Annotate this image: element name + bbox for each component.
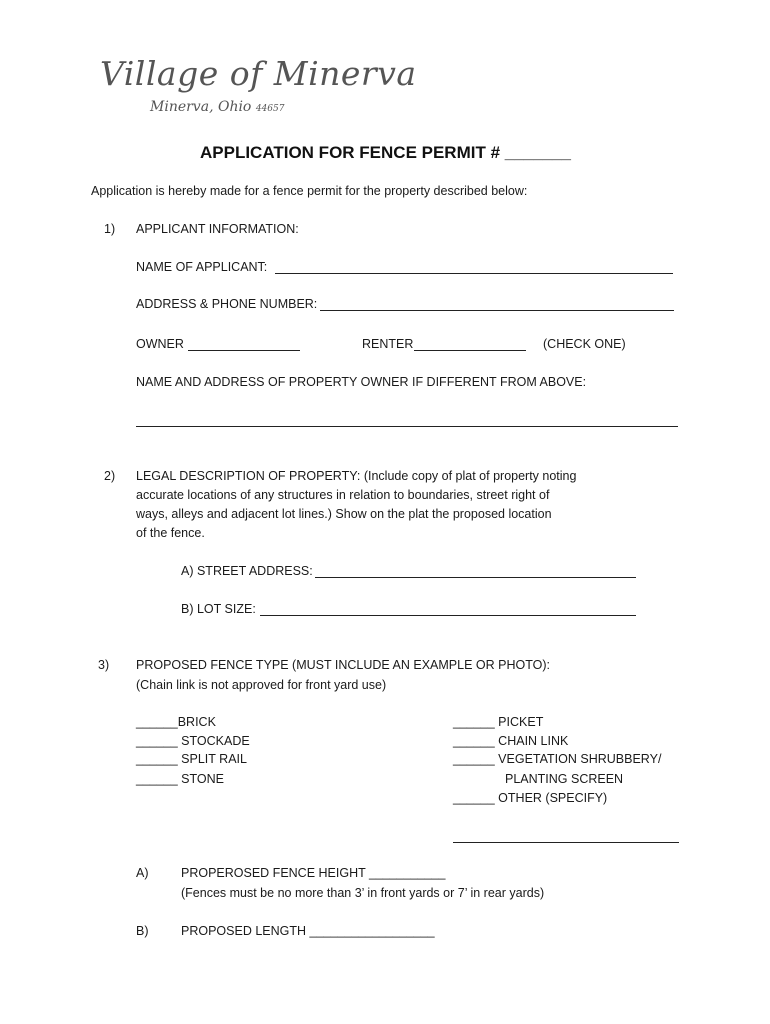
street-address-label: A) STREET ADDRESS: bbox=[181, 564, 313, 578]
fence-option-vegetation[interactable]: ______ VEGETATION SHRUBBERY/ bbox=[453, 752, 662, 766]
renter-label: RENTER bbox=[362, 337, 414, 351]
section2-number: 2) bbox=[104, 469, 116, 483]
fence-option-stockade[interactable]: ______ STOCKADE bbox=[136, 734, 250, 748]
applicant-name-label: NAME OF APPLICANT: bbox=[136, 260, 268, 274]
fence-option-picket[interactable]: ______ PICKET bbox=[453, 715, 544, 729]
address-phone-label: ADDRESS & PHONE NUMBER: bbox=[136, 297, 318, 311]
owner-label: OWNER bbox=[136, 337, 184, 351]
fence-height-note: (Fences must be no more than 3’ in front yards or 7’ in rear yards) bbox=[181, 886, 545, 900]
fence-option-other[interactable]: ______ OTHER (SPECIFY) bbox=[453, 791, 608, 805]
legal-desc-line: LEGAL DESCRIPTION OF PROPERTY: (Include copy of plat of property noting bbox=[136, 469, 577, 483]
length-letter: B) bbox=[136, 924, 149, 938]
fence-option-chain-link[interactable]: ______ CHAIN LINK bbox=[453, 734, 569, 748]
fence-option-stone[interactable]: ______ STONE bbox=[136, 772, 225, 786]
applicant-name-field[interactable] bbox=[275, 273, 673, 274]
legal-desc-line: ways, alleys and adjacent lot lines.) Show on the plat the proposed location bbox=[136, 507, 552, 521]
fence-option-split-rail[interactable]: ______ SPLIT RAIL bbox=[136, 752, 247, 766]
intro-text: Application is hereby made for a fence permit for the property described below: bbox=[91, 184, 528, 198]
renter-check-field[interactable] bbox=[414, 350, 526, 351]
lot-size-field[interactable] bbox=[260, 615, 636, 616]
logo-title: Village of Minerva bbox=[100, 54, 417, 93]
other-specify-field[interactable] bbox=[453, 842, 679, 843]
section1-number: 1) bbox=[104, 222, 116, 236]
owner-check-field[interactable] bbox=[188, 350, 300, 351]
section3-number: 3) bbox=[98, 658, 110, 672]
fence-height-label[interactable]: PROPEROSED FENCE HEIGHT ___________ bbox=[181, 866, 446, 880]
fence-length-label[interactable]: PROPOSED LENGTH __________________ bbox=[181, 924, 435, 938]
fence-type-note: (Chain link is not approved for front yard use) bbox=[136, 678, 387, 692]
legal-desc-line: accurate locations of any structures in relation to boundaries, street right of bbox=[136, 488, 550, 502]
section1-heading: APPLICANT INFORMATION: bbox=[136, 222, 299, 236]
fence-option-brick[interactable]: ______BRICK bbox=[136, 715, 216, 729]
legal-desc-line: of the fence. bbox=[136, 526, 205, 540]
height-letter: A) bbox=[136, 866, 149, 880]
page-title: APPLICATION FOR FENCE PERMIT # _______ bbox=[200, 143, 571, 162]
fence-option-vegetation-cont: PLANTING SCREEN bbox=[505, 772, 624, 786]
logo-subtitle bbox=[150, 99, 284, 115]
fence-type-heading: PROPOSED FENCE TYPE (MUST INCLUDE AN EXAMPLE OR PHOTO): bbox=[136, 658, 550, 672]
logo-city: Minerva, Ohio bbox=[150, 99, 252, 115]
lot-size-label: B) LOT SIZE: bbox=[181, 602, 256, 616]
logo-zip: 44657 bbox=[255, 104, 285, 114]
street-address-field[interactable] bbox=[315, 577, 636, 578]
property-owner-label: NAME AND ADDRESS OF PROPERTY OWNER IF DIFFERENT FROM ABOVE: bbox=[136, 375, 587, 389]
address-phone-field[interactable] bbox=[320, 310, 674, 311]
property-owner-field[interactable] bbox=[136, 426, 678, 427]
check-one-note: (CHECK ONE) bbox=[543, 337, 626, 351]
